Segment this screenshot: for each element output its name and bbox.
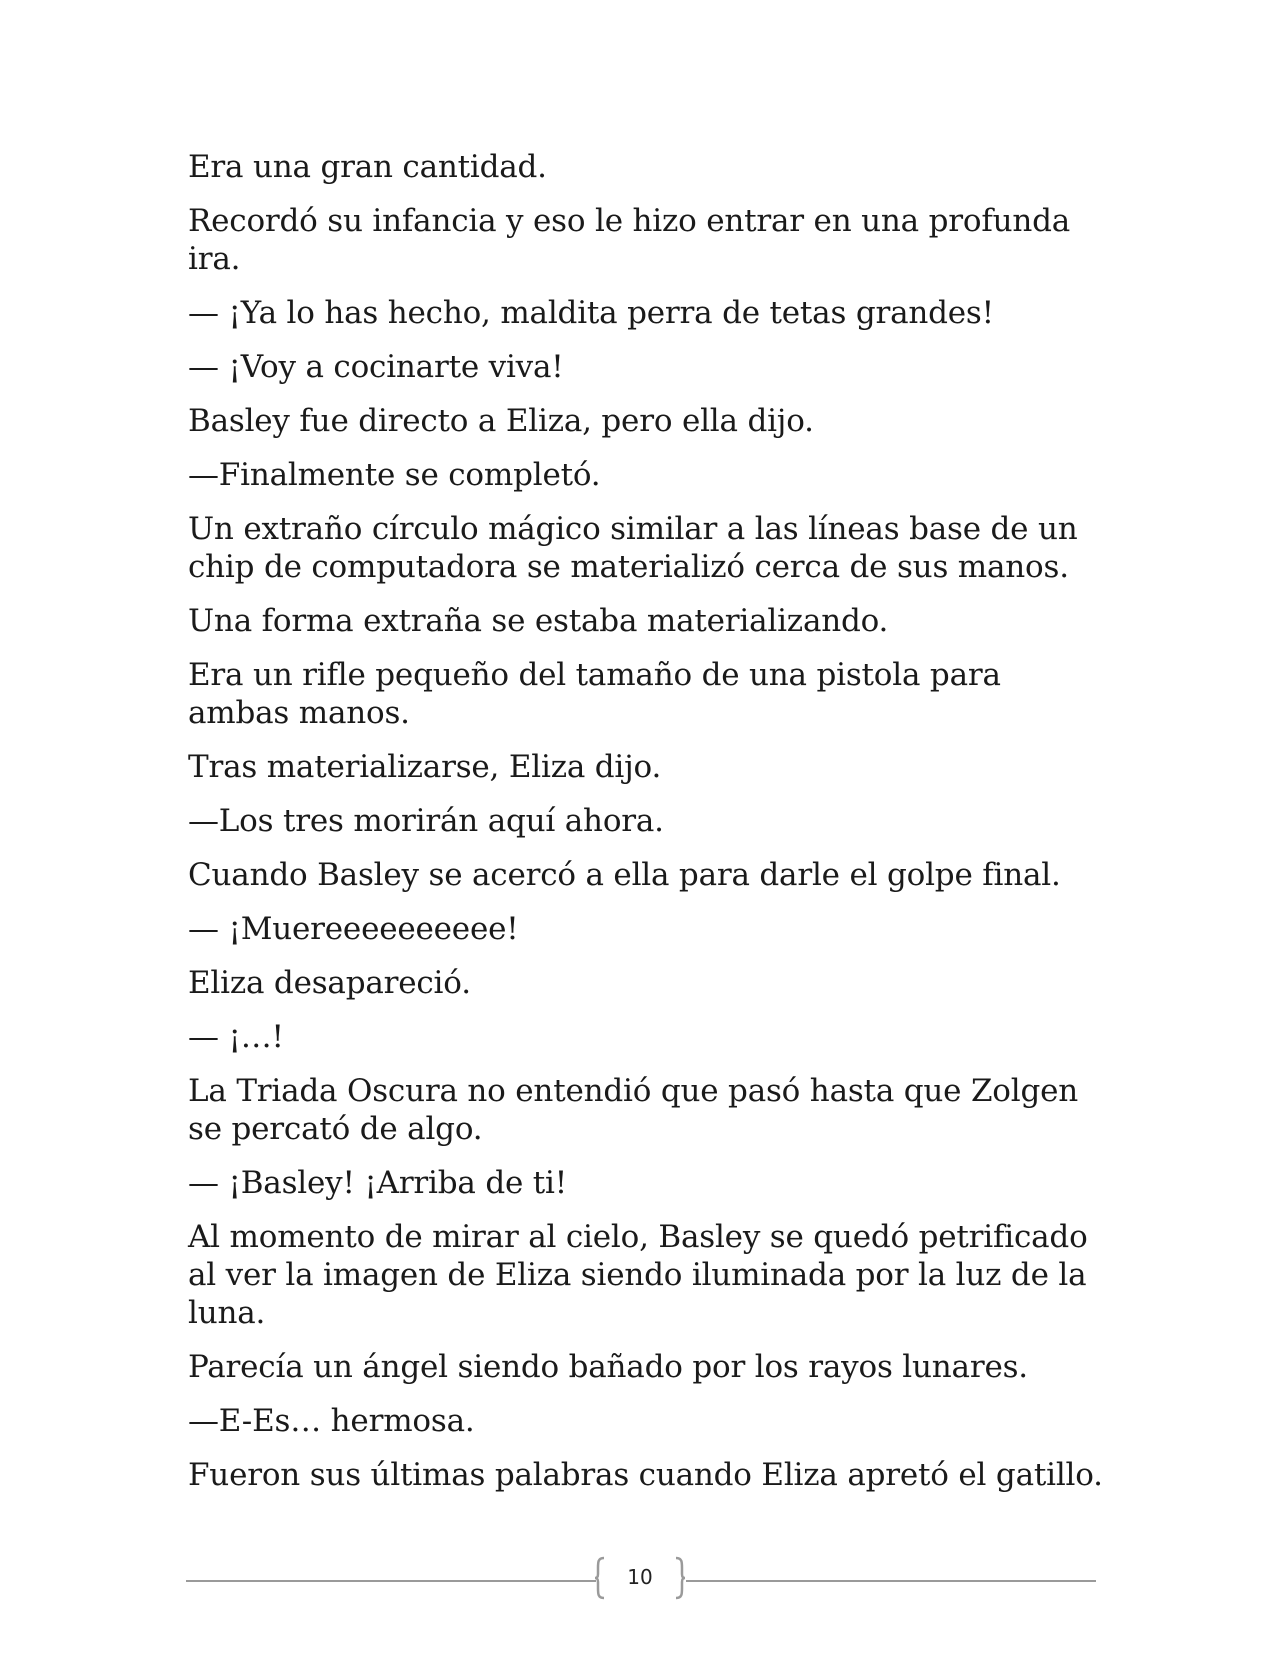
paragraph: Una forma extraña se estaba materializando.	[188, 603, 889, 639]
paragraph: Era un rifle pequeño del tamaño de una pistola para ambas manos.	[188, 657, 1001, 731]
right-brace-icon	[674, 1556, 686, 1600]
page-body	[188, 148, 1108, 1510]
page-number: 10	[627, 1565, 653, 1589]
dialogue-line: —Finalmente se completó.	[188, 457, 601, 493]
paragraph: Fueron sus últimas palabras cuando Eliza apretó el gatillo.	[188, 1457, 1103, 1493]
paragraph: Era una gran cantidad.	[188, 149, 547, 185]
dialogue-line: — ¡…!	[188, 1019, 284, 1055]
paragraph: Basley fue directo a Eliza, pero ella dijo.	[188, 403, 814, 439]
paragraph: Un extraño círculo mágico similar a las líneas base de un chip de computadora se materializó cerca de sus manos.	[188, 511, 1078, 585]
paragraph: La Triada Oscura no entendió que pasó hasta que Zolgen se percató de algo.	[188, 1073, 1079, 1147]
paragraph: Recordó su infancia y eso le hizo entrar en una profunda ira.	[188, 203, 1071, 277]
paragraph: Al momento de mirar al cielo, Basley se quedó petrificado al ver la imagen de Eliza siendo iluminada por la luz de la luna.	[188, 1219, 1088, 1331]
paragraph: Tras materializarse, Eliza dijo.	[188, 749, 662, 785]
dialogue-line: —E-Es… hermosa.	[188, 1403, 475, 1439]
footer-rule-left	[186, 1580, 596, 1582]
dialogue-line: — ¡Voy a cocinarte viva!	[188, 349, 564, 385]
paragraph: Parecía un ángel siendo bañado por los rayos lunares.	[188, 1349, 1028, 1385]
dialogue-line: — ¡Muereeeeeeeeee!	[188, 911, 519, 947]
page-footer	[186, 1556, 1096, 1604]
dialogue-line: — ¡Basley! ¡Arriba de ti!	[188, 1165, 568, 1201]
dialogue-line: — ¡Ya lo has hecho, maldita perra de tetas grandes!	[188, 295, 994, 331]
footer-rule-right	[686, 1580, 1096, 1582]
paragraph: Eliza desapareció.	[188, 965, 471, 1001]
paragraph: Cuando Basley se acercó a ella para darle el golpe final.	[188, 857, 1061, 893]
dialogue-line: —Los tres morirán aquí ahora.	[188, 803, 664, 839]
left-brace-icon	[594, 1556, 606, 1600]
